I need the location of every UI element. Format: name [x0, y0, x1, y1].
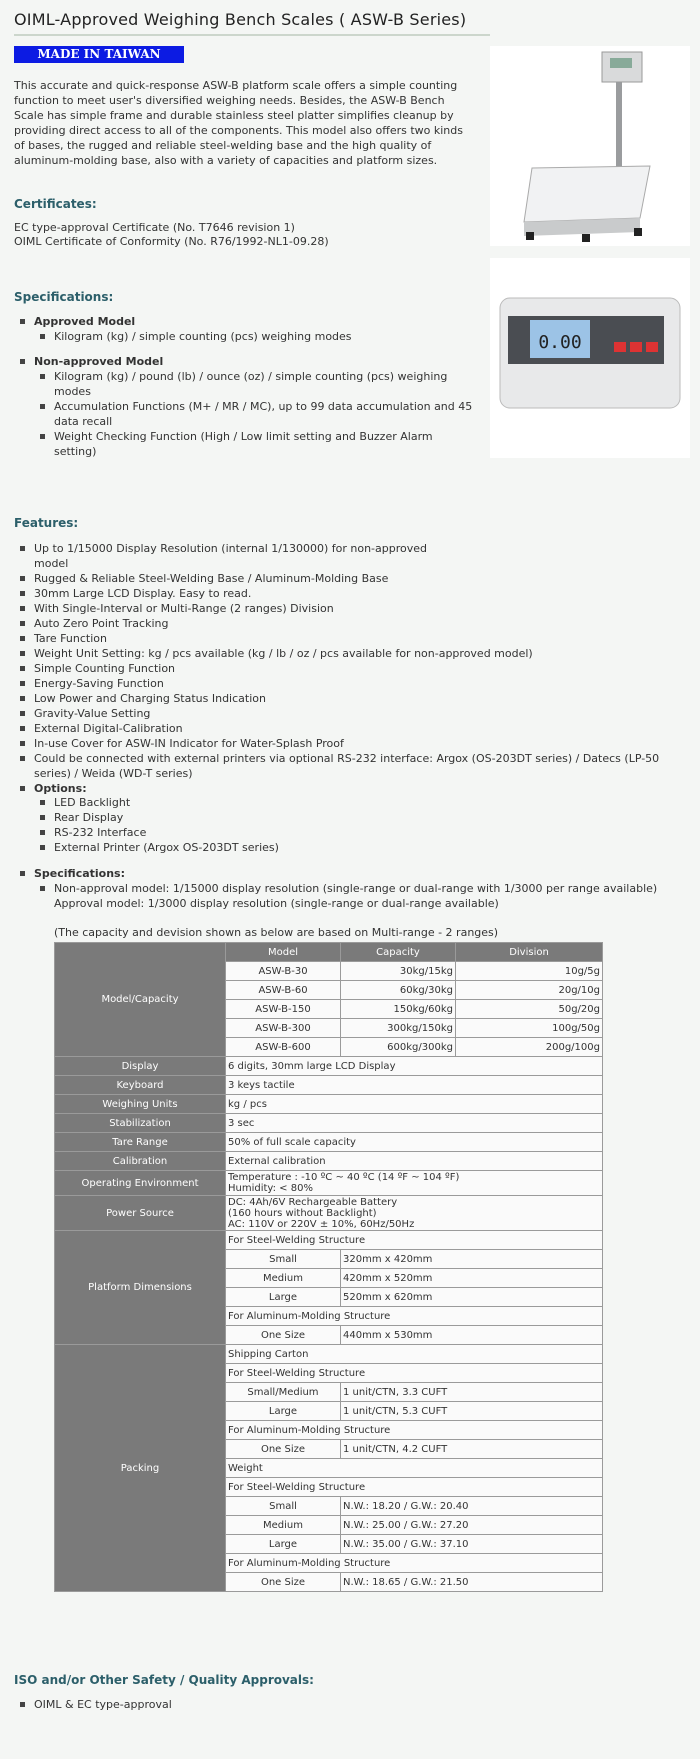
- list-item: OIML & EC type-approval: [14, 1697, 484, 1712]
- list-item: RS-232 Interface: [34, 825, 474, 840]
- table-cell: 300kg/150kg: [341, 1019, 456, 1038]
- title-divider: [14, 34, 490, 36]
- list-item: Kilogram (kg) / pound (lb) / ounce (oz) / simple counting (pcs) weighing modes: [34, 369, 474, 399]
- display-label: Display: [55, 1057, 226, 1076]
- list-item: Accumulation Functions (M+ / MR / MC), up to 99 data accumulation and 45 data recall: [34, 399, 474, 429]
- table-cell: For Steel-Welding Structure: [226, 1231, 603, 1250]
- tare-label: Tare Range: [55, 1133, 226, 1152]
- table-cell: N.W.: 35.00 / G.W.: 37.10: [341, 1535, 603, 1554]
- nonapproved-items: [34, 369, 474, 459]
- table-cell: Medium: [226, 1516, 341, 1535]
- certificates-heading: Certificates:: [14, 197, 97, 211]
- stabilization-value: 3 sec: [226, 1114, 603, 1133]
- bench-scale-image: [490, 46, 690, 246]
- list-item: Rugged & Reliable Steel-Welding Base / Aluminum-Molding Base: [14, 571, 694, 586]
- list-item: Simple Counting Function: [14, 661, 694, 676]
- table-cell: ASW-B-30: [226, 962, 341, 981]
- table-cell: 10g/5g: [456, 962, 603, 981]
- table-cell: ASW-B-300: [226, 1019, 341, 1038]
- table-cell: 100g/50g: [456, 1019, 603, 1038]
- table-cell: ASW-B-150: [226, 1000, 341, 1019]
- col-capacity: Capacity: [341, 943, 456, 962]
- list-item: Energy-Saving Function: [14, 676, 694, 691]
- list-item: 30mm Large LCD Display. Easy to read.: [14, 586, 694, 601]
- capacity-note: (The capacity and devision shown as below are based on Multi-range - 2 ranges): [54, 926, 499, 939]
- list-item: Rear Display: [34, 810, 474, 825]
- table-cell: Shipping Carton: [226, 1345, 603, 1364]
- list-item: External Digital-Calibration: [14, 721, 694, 736]
- options-list: [34, 795, 474, 855]
- lcd-reading: 0.00: [538, 332, 582, 353]
- list-item: Low Power and Charging Status Indication: [14, 691, 694, 706]
- col-model: Model: [226, 943, 341, 962]
- iso-heading: ISO and/or Other Safety / Quality Approvals:: [14, 1673, 314, 1687]
- approved-list: [14, 314, 484, 329]
- table-cell: Weight: [226, 1459, 603, 1478]
- indicator-photo: [490, 258, 690, 458]
- table-cell: N.W.: 25.00 / G.W.: 27.20: [341, 1516, 603, 1535]
- table-cell: N.W.: 18.20 / G.W.: 20.40: [341, 1497, 603, 1516]
- table-cell: 150kg/60kg: [341, 1000, 456, 1019]
- approved-model-title: Approved Model: [14, 314, 484, 329]
- list-item: Gravity-Value Setting: [14, 706, 694, 721]
- list-item: Could be connected with external printers via optional RS-232 interface: Argox (OS-203DT series) / Datecs (LP-50 series) / Weida (WD-T series): [14, 751, 694, 781]
- list-item: Kilogram (kg) / simple counting (pcs) weighing modes: [34, 329, 474, 344]
- model-capacity-label: Model/Capacity: [55, 943, 226, 1057]
- table-cell: Large: [226, 1288, 341, 1307]
- scale-photo: [490, 46, 690, 246]
- table-cell: 60kg/30kg: [341, 981, 456, 1000]
- feature-spec-title: Specifications:: [14, 866, 484, 881]
- environment-label: Operating Environment: [55, 1171, 226, 1196]
- display-value: 6 digits, 30mm large LCD Display: [226, 1057, 603, 1076]
- table-cell: Large: [226, 1402, 341, 1421]
- table-cell: For Aluminum-Molding Structure: [226, 1554, 603, 1573]
- list-item: Weight Checking Function (High / Low limit setting and Buzzer Alarm setting): [34, 429, 474, 459]
- list-item: External Printer (Argox OS-203DT series): [34, 840, 474, 855]
- env-line: Temperature : -10 ºC ~ 40 ºC (14 ºF ~ 104 ºF): [228, 1172, 460, 1183]
- table-cell: Small/Medium: [226, 1383, 341, 1402]
- table-cell: One Size: [226, 1326, 341, 1345]
- features-list: [14, 541, 694, 796]
- table-cell: N.W.: 18.65 / G.W.: 21.50: [341, 1573, 603, 1592]
- power-line: DC: 4Ah/6V Rechargeable Battery: [228, 1196, 398, 1208]
- power-value: [226, 1196, 603, 1231]
- list-item: LED Backlight: [34, 795, 474, 810]
- table-cell: Medium: [226, 1269, 341, 1288]
- spec-table: [54, 942, 603, 1592]
- power-line: AC: 110V or 220V ± 10%, 60Hz/50Hz: [228, 1218, 415, 1230]
- list-item: Non-approval model: 1/15000 display resolution (single-range or dual-range with 1/3000 per range available): [34, 881, 694, 896]
- table-cell: One Size: [226, 1440, 341, 1459]
- units-label: Weighing Units: [55, 1095, 226, 1114]
- table-cell: 20g/10g: [456, 981, 603, 1000]
- intro-paragraph: This accurate and quick-response ASW-B platform scale offers a simple counting function to meet user's diversified weighing needs. Besides, the ASW-B Bench Scale has simple frame and durable stainless steel platter simplifies cleanup by providing direct access to all of the components. This model also offers two kinds of bases, the rugged and reliable steel-welding base and the high quality of aluminum-molding base, also with a variety of capacities and platform sizes.: [14, 79, 463, 167]
- table-cell: For Aluminum-Molding Structure: [226, 1421, 603, 1440]
- spec-lines: [34, 881, 694, 896]
- table-cell: 50g/20g: [456, 1000, 603, 1019]
- environment-value: [226, 1171, 603, 1196]
- page-title: OIML-Approved Weighing Bench Scales ( ASW-B Series): [14, 10, 467, 29]
- nonapproved-model-title: Non-approved Model: [14, 354, 484, 369]
- table-cell: 420mm x 520mm: [341, 1269, 603, 1288]
- table-cell: Small: [226, 1497, 341, 1516]
- list-item: With Single-Interval or Multi-Range (2 ranges) Division: [14, 601, 694, 616]
- table-cell: 1 unit/CTN, 5.3 CUFT: [341, 1402, 603, 1421]
- approved-items: [34, 329, 474, 344]
- specifications-heading: Specifications:: [14, 290, 114, 304]
- power-line: (160 hours without Backlight): [228, 1207, 377, 1219]
- calibration-label: Calibration: [55, 1152, 226, 1171]
- list-item: Weight Unit Setting: kg / pcs available (kg / lb / oz / pcs available for non-approved model): [14, 646, 694, 661]
- table-cell: For Aluminum-Molding Structure: [226, 1307, 603, 1326]
- table-cell: ASW-B-60: [226, 981, 341, 1000]
- tare-value: 50% of full scale capacity: [226, 1133, 603, 1152]
- table-cell: 1 unit/CTN, 3.3 CUFT: [341, 1383, 603, 1402]
- iso-list: [14, 1697, 484, 1712]
- units-value: kg / pcs: [226, 1095, 603, 1114]
- features-heading: Features:: [14, 516, 79, 530]
- calibration-value: External calibration: [226, 1152, 603, 1171]
- power-label: Power Source: [55, 1196, 226, 1231]
- table-cell: 600kg/300kg: [341, 1038, 456, 1057]
- table-cell: One Size: [226, 1573, 341, 1592]
- table-cell: For Steel-Welding Structure: [226, 1364, 603, 1383]
- env-line: Humidity: < 80%: [228, 1183, 313, 1194]
- indicator-image: [490, 258, 690, 458]
- nonapproved-list: [14, 354, 484, 369]
- list-item: Tare Function: [14, 631, 694, 646]
- table-cell: 520mm x 620mm: [341, 1288, 603, 1307]
- list-item: Up to 1/15000 Display Resolution (internal 1/130000) for non-approved model: [14, 541, 434, 571]
- stabilization-label: Stabilization: [55, 1114, 226, 1133]
- keyboard-value: 3 keys tactile: [226, 1076, 603, 1095]
- packing-label: Packing: [55, 1345, 226, 1592]
- options-title: Options:: [14, 781, 694, 796]
- table-cell: 200g/100g: [456, 1038, 603, 1057]
- platform-label: Platform Dimensions: [55, 1231, 226, 1345]
- table-cell: 320mm x 420mm: [341, 1250, 603, 1269]
- spec-title-list: [14, 866, 484, 881]
- table-cell: ASW-B-600: [226, 1038, 341, 1057]
- table-cell: 1 unit/CTN, 4.2 CUFT: [341, 1440, 603, 1459]
- table-cell: For Steel-Welding Structure: [226, 1478, 603, 1497]
- made-in-taiwan-badge: MADE IN TAIWAN: [14, 46, 184, 63]
- keyboard-label: Keyboard: [55, 1076, 226, 1095]
- spec-line-2: Approval model: 1/3000 display resolution (single-range or dual-range available): [54, 897, 499, 910]
- table-cell: 30kg/15kg: [341, 962, 456, 981]
- cert-line-2: OIML Certificate of Conformity (No. R76/1992-NL1-09.28): [14, 235, 329, 248]
- col-division: Division: [456, 943, 603, 962]
- cert-line-1: EC type-approval Certificate (No. T7646 revision 1): [14, 221, 295, 234]
- list-item: Auto Zero Point Tracking: [14, 616, 694, 631]
- table-cell: Large: [226, 1535, 341, 1554]
- table-cell: Small: [226, 1250, 341, 1269]
- table-cell: 440mm x 530mm: [341, 1326, 603, 1345]
- list-item: In-use Cover for ASW-IN Indicator for Water-Splash Proof: [14, 736, 694, 751]
